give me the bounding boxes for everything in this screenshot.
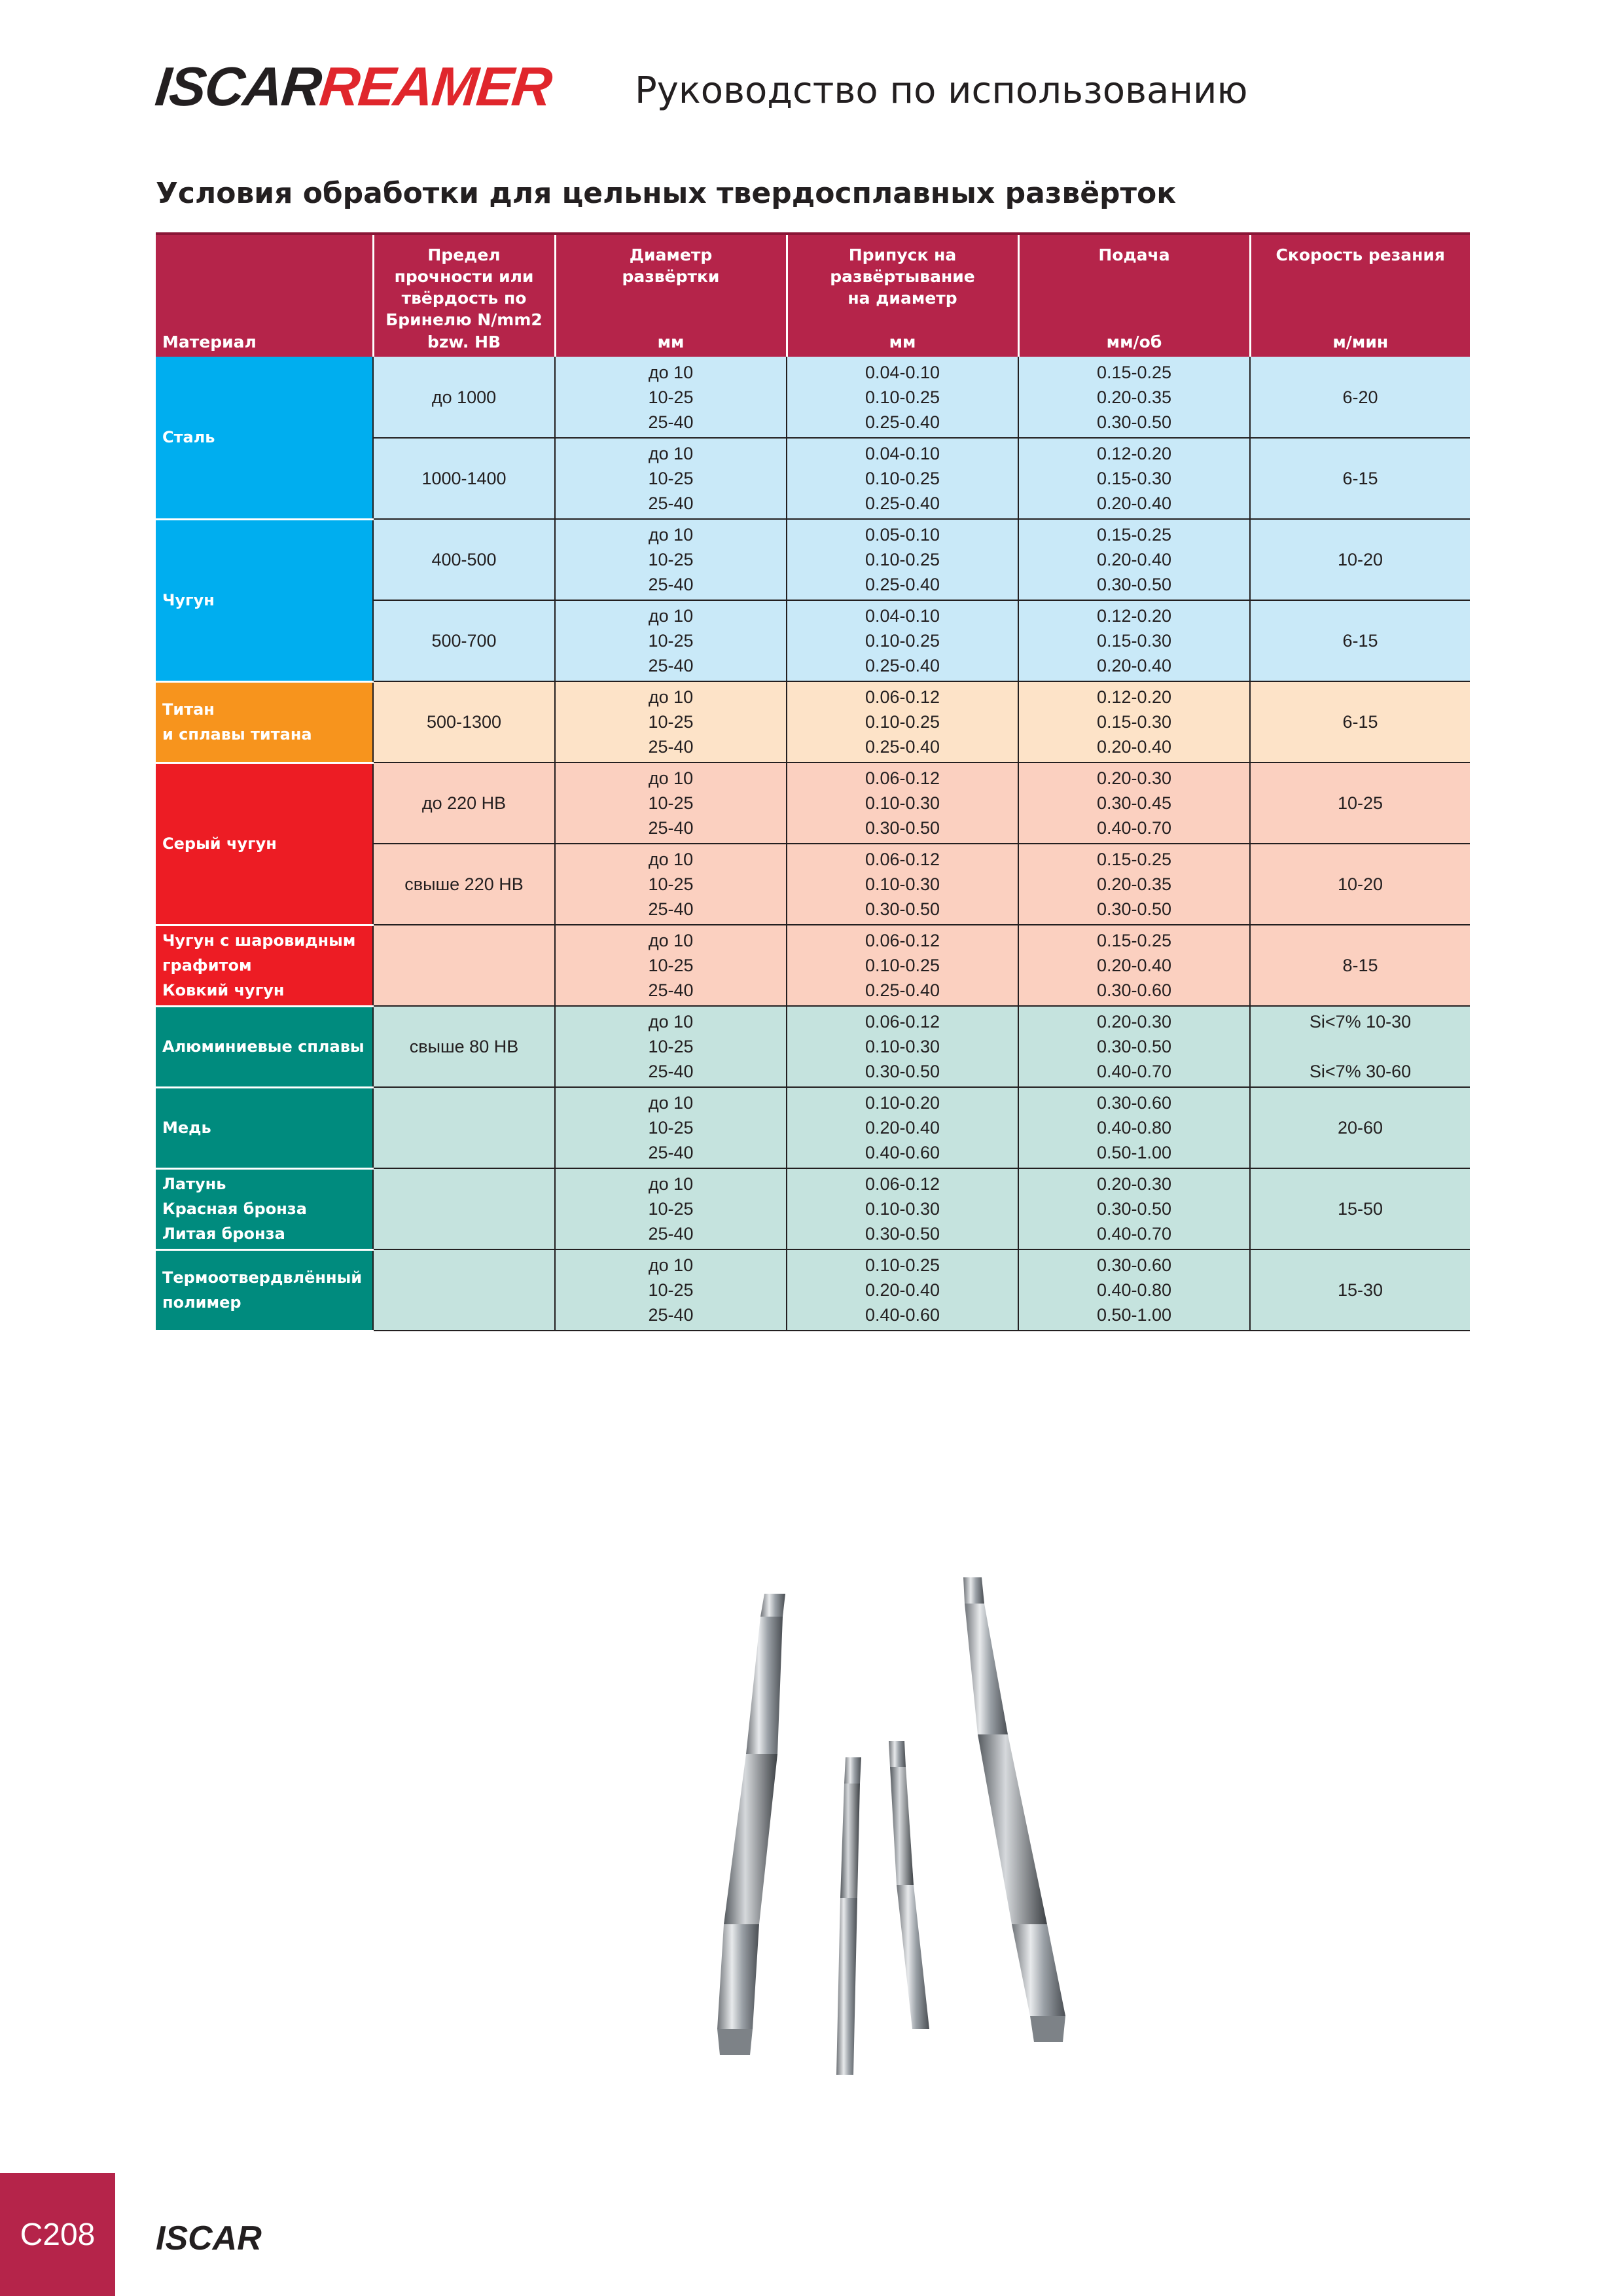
allowance-cell: [787, 681, 1018, 762]
header-allowance-unit: мм: [889, 332, 916, 351]
allowance-value: 0.06-0.12: [865, 850, 940, 869]
diameter-cell: [555, 844, 787, 925]
feed-cell: [1018, 357, 1250, 438]
speed-cell: [1250, 1006, 1470, 1087]
speed-cell: [1250, 681, 1470, 762]
diameter-value: до 10: [648, 606, 694, 626]
feed-cell: [1018, 925, 1250, 1006]
feed-value: 0.30-0.50: [1096, 1037, 1172, 1056]
speed-value: 10-20: [1337, 874, 1383, 894]
feed-value: 0.30-0.60: [1096, 1255, 1172, 1275]
page-header-title: Руководство по использованию: [635, 69, 1248, 112]
feed-cell: [1018, 1006, 1250, 1087]
allowance-value: 0.20-0.40: [865, 1118, 940, 1138]
allowance-value: 0.06-0.12: [865, 931, 940, 950]
material-label: Литая бронза: [162, 1225, 285, 1243]
table-row: [156, 519, 1470, 600]
table-row: [156, 925, 1470, 1006]
feed-value: 0.15-0.30: [1096, 469, 1172, 488]
feed-value: 0.20-0.35: [1096, 387, 1172, 407]
feed-value: 0.15-0.25: [1096, 850, 1172, 869]
strength-cell: [373, 925, 555, 1006]
speed-cell: [1250, 844, 1470, 925]
feed-cell: [1018, 519, 1250, 600]
allowance-value: 0.10-0.25: [865, 956, 940, 975]
diameter-value: до 10: [648, 850, 694, 869]
allowance-value: 0.25-0.40: [865, 493, 940, 513]
feed-value: 0.40-0.80: [1096, 1280, 1172, 1300]
feed-value: 0.30-0.50: [1096, 1199, 1172, 1219]
header-strength-unit: bzw. HB: [427, 332, 501, 351]
diameter-cell: [555, 600, 787, 681]
header-speed-label: Скорость резания: [1275, 245, 1445, 264]
allowance-value: 0.40-0.60: [865, 1143, 940, 1162]
table-header-row: [156, 234, 1470, 357]
diameter-value: 10-25: [648, 956, 694, 975]
allowance-value: 0.10-0.25: [865, 387, 940, 407]
allowance-value: 0.30-0.50: [865, 1062, 940, 1081]
allowance-cell: [787, 844, 1018, 925]
allowance-value: 0.10-0.30: [865, 874, 940, 894]
speed-value: 20-60: [1337, 1118, 1383, 1138]
diameter-value: до 10: [648, 931, 694, 950]
speed-cell: [1250, 1168, 1470, 1249]
footer-brand: ISCAR: [156, 2219, 262, 2257]
diameter-cell: [555, 519, 787, 600]
allowance-value: 0.06-0.12: [865, 1174, 940, 1194]
diameter-value: до 10: [648, 444, 694, 463]
diameter-value: 25-40: [648, 1143, 694, 1162]
diameter-value: до 10: [648, 1255, 694, 1275]
material-label: Серый чугун: [162, 834, 277, 853]
allowance-cell: [787, 1087, 1018, 1168]
material-cell: [156, 519, 373, 681]
diameter-cell: [555, 925, 787, 1006]
diameter-value: до 10: [648, 1012, 694, 1031]
header-material-label: Материал: [162, 332, 257, 351]
speed-cell: [1250, 519, 1470, 600]
feed-value: 0.12-0.20: [1096, 444, 1172, 463]
allowance-value: 0.25-0.40: [865, 412, 940, 432]
material-label: графитом: [162, 956, 252, 975]
strength-cell: 500-700: [373, 600, 555, 681]
machining-conditions-table: [156, 232, 1470, 1332]
reamer-large-right: [963, 1577, 1065, 2042]
feed-value: 0.20-0.30: [1096, 1012, 1172, 1031]
diameter-value: 10-25: [648, 550, 694, 569]
diameter-cell: [555, 1006, 787, 1087]
header-speed: [1250, 234, 1470, 357]
speed-value: 10-25: [1337, 793, 1383, 813]
section-title: Условия обработки для цельных твердосплавных развёрток: [156, 177, 1177, 210]
allowance-value: 0.30-0.50: [865, 899, 940, 919]
feed-value: 0.30-0.50: [1096, 899, 1172, 919]
strength-cell: свыше 220 HB: [373, 844, 555, 925]
feed-value: 0.15-0.30: [1096, 712, 1172, 732]
header-material: [156, 234, 373, 357]
allowance-cell: [787, 1006, 1018, 1087]
feed-value: 0.50-1.00: [1096, 1143, 1172, 1162]
header-feed-unit: мм/об: [1106, 332, 1162, 351]
feed-value: 0.30-0.60: [1096, 980, 1172, 1000]
diameter-value: 25-40: [648, 575, 694, 594]
diameter-cell: [555, 681, 787, 762]
material-cell: [156, 681, 373, 762]
allowance-value: 0.25-0.40: [865, 575, 940, 594]
header-diameter-unit: мм: [657, 332, 685, 351]
allowance-value: 0.30-0.50: [865, 818, 940, 838]
feed-value: 0.12-0.20: [1096, 687, 1172, 707]
strength-cell: 400-500: [373, 519, 555, 600]
iscar-reamer-logo: [152, 56, 554, 117]
diameter-value: 10-25: [648, 387, 694, 407]
speed-value: 6-20: [1342, 387, 1378, 407]
header-strength-label: Предел прочности или твёрдость по Бринелю N/mm2: [385, 245, 543, 329]
diameter-cell: [555, 1087, 787, 1168]
feed-value: 0.15-0.25: [1096, 931, 1172, 950]
strength-cell: [373, 1249, 555, 1331]
feed-value: 0.15-0.30: [1096, 631, 1172, 651]
material-cell: [156, 925, 373, 1006]
feed-value: 0.30-0.45: [1096, 793, 1172, 813]
strength-cell: [373, 1168, 555, 1249]
allowance-value: 0.30-0.50: [865, 1224, 940, 1244]
material-label: Алюминиевые сплавы: [162, 1037, 365, 1056]
feed-cell: [1018, 600, 1250, 681]
material-cell: [156, 1006, 373, 1087]
material-label: Красная бронза: [162, 1200, 307, 1218]
speed-value: 6-15: [1342, 631, 1378, 651]
feed-value: 0.30-0.50: [1096, 575, 1172, 594]
allowance-value: 0.06-0.12: [865, 687, 940, 707]
feed-value: 0.20-0.35: [1096, 874, 1172, 894]
diameter-value: до 10: [648, 687, 694, 707]
material-cell: [156, 762, 373, 925]
table-row: [156, 1006, 1470, 1087]
feed-value: 0.20-0.40: [1096, 493, 1172, 513]
speed-value: 6-15: [1342, 469, 1378, 488]
diameter-value: до 10: [648, 1174, 694, 1194]
allowance-value: 0.10-0.25: [865, 550, 940, 569]
speed-cell: [1250, 600, 1470, 681]
feed-cell: [1018, 1087, 1250, 1168]
table-row: [156, 1168, 1470, 1249]
allowance-cell: [787, 600, 1018, 681]
allowance-value: 0.10-0.25: [865, 1255, 940, 1275]
material-cell: [156, 1249, 373, 1331]
feed-value: 0.30-0.60: [1096, 1093, 1172, 1113]
material-label: и сплавы титана: [162, 725, 312, 744]
material-label: Ковкий чугун: [162, 981, 285, 999]
diameter-cell: [555, 762, 787, 844]
diameter-value: до 10: [648, 525, 694, 545]
feed-cell: [1018, 762, 1250, 844]
allowance-value: 0.40-0.60: [865, 1305, 940, 1325]
feed-value: 0.20-0.40: [1096, 737, 1172, 757]
feed-value: 0.20-0.40: [1096, 656, 1172, 675]
header-feed: [1018, 234, 1250, 357]
strength-cell: [373, 1087, 555, 1168]
speed-cell: [1250, 357, 1470, 438]
allowance-value: 0.10-0.25: [865, 712, 940, 732]
strength-cell: свыше 80 HB: [373, 1006, 555, 1087]
diameter-value: 25-40: [648, 980, 694, 1000]
allowance-value: 0.06-0.12: [865, 768, 940, 788]
allowance-value: 0.10-0.20: [865, 1093, 940, 1113]
allowance-value: 0.10-0.30: [865, 1199, 940, 1219]
logo-iscar-text: ISCAR: [152, 56, 324, 117]
speed-value: 10-20: [1337, 550, 1383, 569]
allowance-value: 0.05-0.10: [865, 525, 940, 545]
reamer-small-right: [889, 1741, 929, 2029]
header-feed-label: Подача: [1098, 245, 1170, 264]
feed-value: 0.20-0.40: [1096, 956, 1172, 975]
allowance-value: 0.25-0.40: [865, 737, 940, 757]
allowance-value: 0.25-0.40: [865, 980, 940, 1000]
allowance-cell: [787, 925, 1018, 1006]
feed-value: 0.40-0.80: [1096, 1118, 1172, 1138]
diameter-value: 10-25: [648, 631, 694, 651]
material-label: Титан: [162, 700, 215, 719]
diameter-value: 10-25: [648, 1037, 694, 1056]
feed-value: 0.15-0.25: [1096, 525, 1172, 545]
speed-value: Si<7% 10-30: [1309, 1012, 1412, 1031]
material-cell: [156, 1087, 373, 1168]
diameter-value: 25-40: [648, 1224, 694, 1244]
strength-cell: до 220 HB: [373, 762, 555, 844]
table-row: [156, 1249, 1470, 1331]
speed-cell: [1250, 1249, 1470, 1331]
diameter-cell: [555, 438, 787, 519]
diameter-value: 10-25: [648, 1118, 694, 1138]
diameter-value: 10-25: [648, 793, 694, 813]
feed-value: 0.40-0.70: [1096, 1224, 1172, 1244]
diameter-value: 25-40: [648, 656, 694, 675]
speed-cell: [1250, 762, 1470, 844]
header-allowance: [787, 234, 1018, 357]
strength-cell: 500-1300: [373, 681, 555, 762]
diameter-cell: [555, 357, 787, 438]
allowance-cell: [787, 519, 1018, 600]
speed-value: [1251, 1034, 1470, 1059]
diameter-value: до 10: [648, 1093, 694, 1113]
allowance-value: 0.10-0.30: [865, 793, 940, 813]
material-label: Медь: [162, 1119, 211, 1137]
allowance-cell: [787, 762, 1018, 844]
header-diameter: [555, 234, 787, 357]
allowance-cell: [787, 357, 1018, 438]
diameter-value: 25-40: [648, 1062, 694, 1081]
feed-cell: [1018, 681, 1250, 762]
strength-cell: до 1000: [373, 357, 555, 438]
diameter-value: 25-40: [648, 412, 694, 432]
header-allowance-label: Припуск на развёртывание на диаметр: [830, 245, 975, 308]
diameter-value: 25-40: [648, 737, 694, 757]
material-label: Термоотвердвлённый: [162, 1268, 363, 1287]
allowance-cell: [787, 1249, 1018, 1331]
material-cell: [156, 357, 373, 519]
material-label: полимер: [162, 1293, 241, 1312]
logo-reamer-text: REAMER: [317, 56, 554, 117]
feed-value: 0.20-0.30: [1096, 768, 1172, 788]
diameter-value: 10-25: [648, 1280, 694, 1300]
table-row: [156, 762, 1470, 844]
feed-value: 0.12-0.20: [1096, 606, 1172, 626]
material-label: Чугун с шаровидным: [162, 931, 356, 950]
reamers-photo: [589, 1558, 1178, 2147]
allowance-value: 0.20-0.40: [865, 1280, 940, 1300]
feed-value: 0.40-0.70: [1096, 818, 1172, 838]
feed-value: 0.30-0.50: [1096, 412, 1172, 432]
allowance-value: 0.04-0.10: [865, 362, 940, 382]
allowance-cell: [787, 1168, 1018, 1249]
strength-cell: 1000-1400: [373, 438, 555, 519]
feed-cell: [1018, 844, 1250, 925]
speed-cell: [1250, 925, 1470, 1006]
speed-cell: [1250, 438, 1470, 519]
speed-cell: [1250, 1087, 1470, 1168]
table-body: [156, 357, 1470, 1331]
speed-value: Si<7% 30-60: [1309, 1062, 1412, 1081]
allowance-value: 0.04-0.10: [865, 606, 940, 626]
allowance-cell: [787, 438, 1018, 519]
allowance-value: 0.06-0.12: [865, 1012, 940, 1031]
allowance-value: 0.10-0.25: [865, 631, 940, 651]
diameter-value: 25-40: [648, 818, 694, 838]
feed-value: 0.50-1.00: [1096, 1305, 1172, 1325]
diameter-value: 10-25: [648, 874, 694, 894]
allowance-value: 0.04-0.10: [865, 444, 940, 463]
diameter-value: 10-25: [648, 712, 694, 732]
diameter-cell: [555, 1168, 787, 1249]
diameter-value: 25-40: [648, 1305, 694, 1325]
allowance-value: 0.10-0.30: [865, 1037, 940, 1056]
diameter-value: до 10: [648, 768, 694, 788]
table-row: [156, 357, 1470, 438]
feed-value: 0.40-0.70: [1096, 1062, 1172, 1081]
diameter-value: 25-40: [648, 899, 694, 919]
header-diameter-label: Диаметр развёртки: [622, 245, 720, 286]
feed-cell: [1018, 1168, 1250, 1249]
speed-value: 8-15: [1342, 956, 1378, 975]
allowance-value: 0.10-0.25: [865, 469, 940, 488]
diameter-value: 25-40: [648, 493, 694, 513]
speed-value: 15-30: [1337, 1280, 1383, 1300]
header-speed-unit: м/мин: [1332, 332, 1389, 351]
diameter-value: 10-25: [648, 469, 694, 488]
table-row: [156, 681, 1470, 762]
diameter-value: 10-25: [648, 1199, 694, 1219]
material-label: Чугун: [162, 591, 215, 609]
material-label: Латунь: [162, 1175, 226, 1193]
feed-value: 0.20-0.30: [1096, 1174, 1172, 1194]
header-strength: [373, 234, 555, 357]
material-label: Сталь: [162, 428, 215, 447]
page-number: C208: [0, 2173, 115, 2296]
feed-cell: [1018, 438, 1250, 519]
allowance-value: 0.25-0.40: [865, 656, 940, 675]
feed-cell: [1018, 1249, 1250, 1331]
material-cell: [156, 1168, 373, 1249]
reamer-small-left: [836, 1757, 861, 2075]
speed-value: 15-50: [1337, 1199, 1383, 1219]
feed-value: 0.20-0.40: [1096, 550, 1172, 569]
feed-value: 0.15-0.25: [1096, 362, 1172, 382]
table-row: [156, 1087, 1470, 1168]
diameter-cell: [555, 1249, 787, 1331]
speed-value: 6-15: [1342, 712, 1378, 732]
reamer-large-left: [717, 1594, 785, 2055]
diameter-value: до 10: [648, 362, 694, 382]
